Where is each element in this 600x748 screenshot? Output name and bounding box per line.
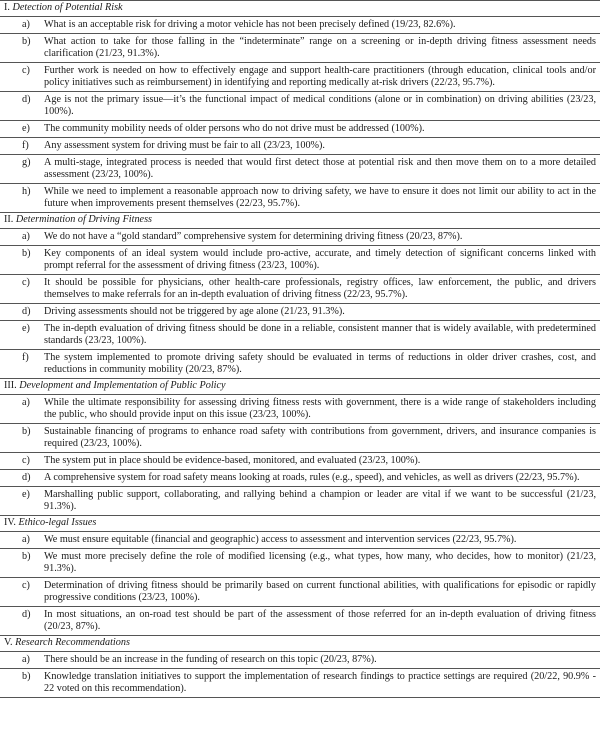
item-text: The community mobility needs of older persons who do not drive must be addressed (100%). xyxy=(44,123,425,134)
section-heading xyxy=(0,1,600,16)
list-item xyxy=(0,91,600,120)
item-label: d) xyxy=(22,94,31,105)
item-label: d) xyxy=(22,306,31,317)
list-item xyxy=(0,469,600,486)
item-label: g) xyxy=(22,157,31,168)
item-text: We must more precisely define the role of modified licensing (e.g., what types, how many, who decides, how to monitor) (21/23, 91.3%). xyxy=(44,551,596,574)
list-item xyxy=(0,228,600,245)
item-text: Key components of an ideal system would include pro-active, accurate, and timely detection of significant concerns linked with prompt referral for the assessment of driving fitness (23/23, 100%). xyxy=(44,248,596,271)
item-label: h) xyxy=(22,186,31,197)
section xyxy=(0,636,600,698)
section xyxy=(0,213,600,379)
list-item xyxy=(0,33,600,62)
list-item xyxy=(0,183,600,212)
list-item xyxy=(0,349,600,378)
list-item xyxy=(0,62,600,91)
item-label: f) xyxy=(22,352,29,363)
section xyxy=(0,379,600,516)
item-text: The system put in place should be evidence-based, monitored, and evaluated (23/23, 100%). xyxy=(44,455,421,466)
item-text: While the ultimate responsibility for assessing driving fitness rests with government, there is a wide range of stakeholders including the public, who should provide input on this issue (23/23, 100%). xyxy=(44,397,596,420)
list-item xyxy=(0,452,600,469)
section xyxy=(0,516,600,636)
item-label: b) xyxy=(22,671,31,682)
list-item xyxy=(0,577,600,606)
item-text: There should be an increase in the funding of research on this topic (20/23, 87%). xyxy=(44,654,377,665)
section-title: Detection of Potential Risk xyxy=(12,2,123,13)
section-number: II. xyxy=(4,214,14,225)
item-text: In most situations, an on-road test should be part of the assessment of those referred for an in-depth evaluation of driving fitness (20/23, 87%). xyxy=(44,609,596,632)
section-heading xyxy=(0,213,600,228)
item-text: Marshalling public support, collaborating, and rallying behind a champion or leader are vital if we want to be successful (21/23, 91.3%). xyxy=(44,489,596,512)
item-label: f) xyxy=(22,140,29,151)
section-number: IV. xyxy=(4,517,16,528)
section-number: V. xyxy=(4,637,13,648)
list-item xyxy=(0,154,600,183)
item-text: A multi-stage, integrated process is needed that would first detect those at potential risk and then move them on to a more detailed assessment (23/23, 100%). xyxy=(44,157,596,180)
list-item xyxy=(0,394,600,423)
list-item xyxy=(0,651,600,668)
item-text: What is an acceptable risk for driving a motor vehicle has not been precisely defined (19/23, 82.6%). xyxy=(44,19,456,30)
item-label: b) xyxy=(22,248,31,259)
item-label: d) xyxy=(22,472,31,483)
item-text: The system implemented to promote driving safety should be evaluated in terms of reductions in older driver crashes, cost, and reductions in community mobility (20/23, 87%). xyxy=(44,352,596,375)
item-text: Any assessment system for driving must be fair to all (23/23, 100%). xyxy=(44,140,325,151)
item-label: b) xyxy=(22,551,31,562)
item-label: c) xyxy=(22,580,30,591)
list-item xyxy=(0,320,600,349)
item-label: e) xyxy=(22,323,30,334)
item-label: a) xyxy=(22,231,30,242)
item-text: Age is not the primary issue—it’s the functional impact of medical conditions (alone or in combination) on driving abilities (23/23, 100%). xyxy=(44,94,596,117)
item-text: Sustainable financing of programs to enhance road safety with contributions from government, drivers, and insurance companies is required (23/23, 100%). xyxy=(44,426,596,449)
item-label: c) xyxy=(22,65,30,76)
item-label: d) xyxy=(22,609,31,620)
item-text: It should be possible for physicians, other health-care professionals, registry offices, law enforcement, the public, and drivers themselves to make referrals for an in-depth evaluation of driving fitness (22/23, 95.7%). xyxy=(44,277,596,300)
list-item xyxy=(0,423,600,452)
item-text: Driving assessments should not be triggered by age alone (21/23, 91.3%). xyxy=(44,306,345,317)
item-text: A comprehensive system for road safety means looking at roads, rules (e.g., speed), and vehicles, as well as drivers (22/23, 95.7%). xyxy=(44,472,580,483)
item-text: Further work is needed on how to effectively engage and support health-care practitioners (through education, clinical tools and/or policy initiatives such as reimbursement) in identifying and reporting medically at-risk drivers (22/23, 95.7%). xyxy=(44,65,596,88)
section-number: I. xyxy=(4,2,10,13)
section-title: Research Recommendations xyxy=(15,637,130,648)
list-item xyxy=(0,531,600,548)
section xyxy=(0,1,600,213)
item-text: While we need to implement a reasonable approach now to driving safety, we have to ensure it does not limit our ability to act in the future when improvements present themselves (22/23, 95.7%). xyxy=(44,186,596,209)
item-text: Determination of driving fitness should be primarily based on current functional abilities, with qualifications for episodic or rapidly progressive conditions (23/23, 100%). xyxy=(44,580,596,603)
item-label: e) xyxy=(22,489,30,500)
item-text: Knowledge translation initiatives to support the implementation of research findings to practice settings are required (20/22, 90.9% - 22 voted on this recommendation). xyxy=(44,671,596,694)
item-label: a) xyxy=(22,534,30,545)
list-item xyxy=(0,245,600,274)
section-heading xyxy=(0,516,600,531)
item-label: c) xyxy=(22,277,30,288)
section-title: Development and Implementation of Public Policy xyxy=(19,380,226,391)
list-item xyxy=(0,303,600,320)
section-title: Ethico-legal Issues xyxy=(18,517,97,528)
list-item xyxy=(0,548,600,577)
item-label: e) xyxy=(22,123,30,134)
item-label: a) xyxy=(22,654,30,665)
list-item xyxy=(0,16,600,33)
list-item xyxy=(0,274,600,303)
item-label: c) xyxy=(22,455,30,466)
list-item xyxy=(0,668,600,697)
item-text: The in-depth evaluation of driving fitness should be done in a reliable, consistent manner that is widely available, with predetermined standards (23/23, 100%). xyxy=(44,323,596,346)
list-item xyxy=(0,120,600,137)
section-title: Determination of Driving Fitness xyxy=(15,214,152,225)
section-heading xyxy=(0,636,600,651)
list-item xyxy=(0,606,600,635)
section-heading xyxy=(0,379,600,394)
item-label: a) xyxy=(22,397,30,408)
list-item xyxy=(0,137,600,154)
list-item xyxy=(0,486,600,515)
item-label: a) xyxy=(22,19,30,30)
item-label: b) xyxy=(22,426,31,437)
item-label: b) xyxy=(22,36,31,47)
item-text: What action to take for those falling in the “indeterminate” range on a screening or in-depth driving fitness assessment needs clarification (21/23, 91.3%). xyxy=(44,36,596,59)
section-number: III. xyxy=(4,380,17,391)
item-text: We do not have a “gold standard” comprehensive system for determining driving fitness (20/23, 87%). xyxy=(44,231,463,242)
item-text: We must ensure equitable (financial and geographic) access to assessment and intervention services (22/23, 95.7%). xyxy=(44,534,517,545)
